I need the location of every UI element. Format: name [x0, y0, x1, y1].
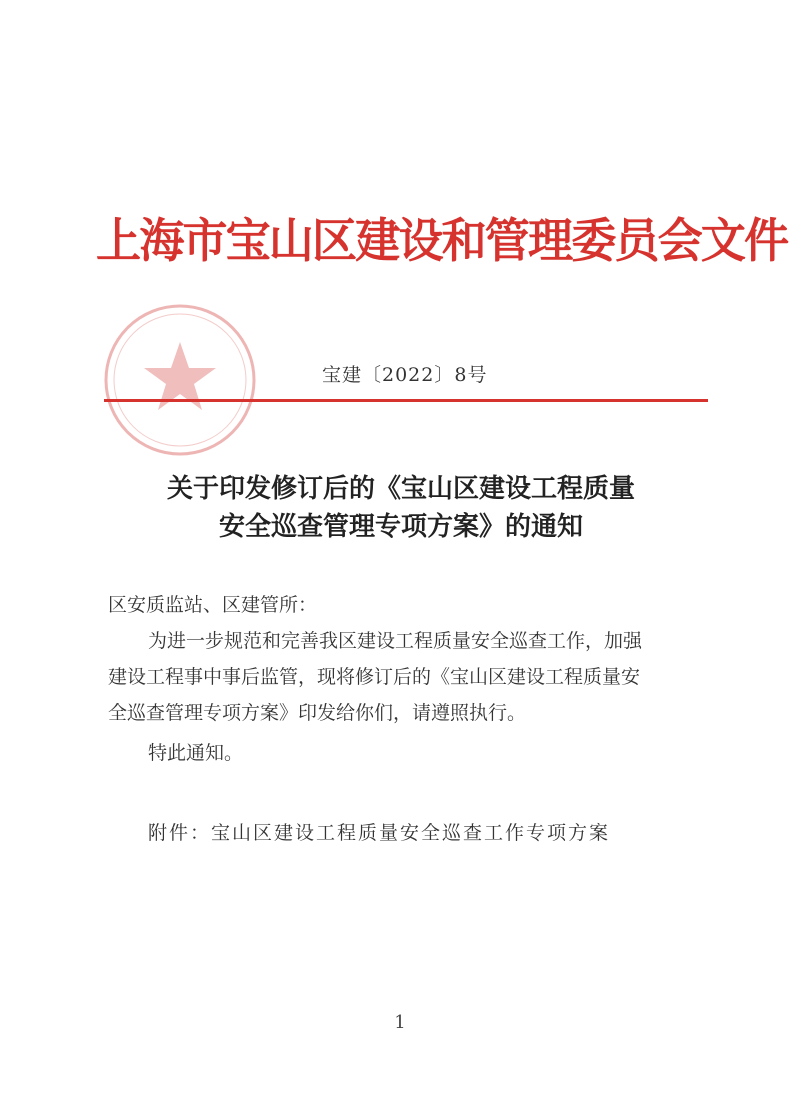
notice-title-line-1: 关于印发修订后的《宝山区建设工程质量	[166, 474, 635, 504]
official-seal-stamp	[100, 300, 260, 460]
page-number: 1	[394, 1012, 406, 1033]
notice-title	[96, 470, 706, 546]
attachment-note: 附件：宝山区建设工程质量安全巡查工作专项方案	[148, 822, 611, 844]
closing-remark: 特此通知。	[148, 742, 244, 764]
paragraph-line-2: 建设工程事中事后监管，现将修订后的《宝山区建设工程质量安	[108, 666, 641, 688]
notice-title-line-2: 安全巡查管理专项方案》的通知	[218, 512, 583, 542]
main-paragraph	[108, 623, 708, 731]
document-number: 宝建〔2022〕8号	[322, 364, 488, 386]
issuing-organization-title: 上海市宝山区建设和管理委员会文件	[96, 214, 788, 269]
addressee: 区安质监站、区建管所：	[108, 594, 318, 616]
paragraph-line-1: 为进一步规范和完善我区建设工程质量安全巡查工作，加强	[148, 630, 643, 652]
red-divider-line	[104, 399, 708, 402]
paragraph-line-3: 全巡查管理专项方案》印发给你们，请遵照执行。	[108, 702, 527, 724]
